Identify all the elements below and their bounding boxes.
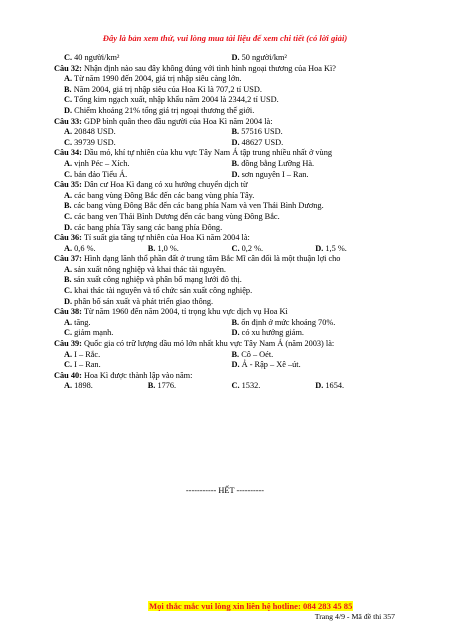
page-number: Trang 4/9 - Mã đề thi 357 bbox=[314, 612, 395, 621]
option-a: A. Từ năm 1990 đến 2004, giá trị nhập siêu càng lớn. bbox=[64, 74, 242, 84]
option-c: C. 40 người/km² bbox=[64, 53, 120, 62]
preview-banner: Đây là bản xem thử, vui lòng mua tài liệu để xem chi tiết (có lời giải) bbox=[102, 33, 348, 43]
option-b: B. sản xuất công nghiệp và phân bố mạng lưới đô thị. bbox=[64, 275, 242, 285]
hotline-footer: Mọi thắc mắc vui lòng xin liên hệ hotline: 084 283 45 85 bbox=[149, 601, 353, 611]
option-c: C. 1532. bbox=[231, 381, 261, 391]
option-c: C. bán đảo Tiểu Á. bbox=[64, 169, 128, 179]
question-list bbox=[54, 53, 399, 392]
option-a: A. I – Rắc. bbox=[64, 349, 101, 359]
option-d: D. 1654. bbox=[315, 381, 345, 391]
option-a: A. 0,6 %. bbox=[64, 243, 96, 253]
option-c: C. khai thác tài nguyên và tổ chức sản xuất công nghiệp. bbox=[64, 286, 253, 296]
option-b: B. 1,0 %. bbox=[147, 243, 179, 253]
option-d: D. 48627 USD. bbox=[231, 137, 284, 147]
question-40: Câu 40: Hoa Kì được thành lập vào năm: A. 1898. B. 1776. C. 1532. D. 1654. bbox=[54, 371, 399, 392]
option-c: C. 0,2 %. bbox=[231, 243, 264, 253]
question-36: Câu 36: Tỉ suất gia tăng tự nhiên của Hoa Kì năm 2004 là: A. 0,6 %. B. 1,0 %. C. 0,2 %. D. 1,5 %. bbox=[54, 233, 399, 254]
option-c: C. các bang ven Thái Bình Dương đến các bang vùng Đông Bắc. bbox=[64, 211, 280, 221]
question-33: Câu 33: GDP bình quân theo đầu người của Hoa Kì năm 2004 là: A. 20848 USD. B. 57516 USD. C. 39739 USD. D. 48627 USD. bbox=[54, 117, 399, 149]
option-d: D. có xu hướng giảm. bbox=[231, 328, 305, 338]
option-b: B. Cô – Oét. bbox=[231, 349, 274, 359]
option-a: A. vịnh Péc – Xích. bbox=[64, 158, 130, 168]
option-d: D. 1,5 %. bbox=[315, 243, 347, 253]
question-34: Câu 34: Dầu mỏ, khí tự nhiên của khu vực Tây Nam Á tập trung nhiều nhất ở vùng A. vịnh Péc – Xích. B. đồng bằng Lưỡng Hà. C. bán đảo Tiểu Á. D. sơn nguyên I – Ran. bbox=[54, 148, 399, 180]
option-c: C. Tổng kim ngạch xuất, nhập khẩu năm 2004 là 2344,2 tỉ USD. bbox=[64, 95, 279, 105]
option-b: B. các bang vùng Đông Bắc đến các bang phía Nam và ven Thái Bình Dương. bbox=[64, 201, 324, 211]
question-37: Câu 37: Hình dạng lãnh thổ phần đất ở trung tâm Bắc Mĩ cân đối là một thuận lợi cho A. sản xuất nông nghiệp và khai thác tài nguyên. B. sản xuất công nghiệp và phân bố mạng lưới đô thị. C. khai thác tài nguyên và tổ chức sản xuất công nghiệp. D. phân bố sản xuất và phát triển giao thông. bbox=[54, 254, 399, 307]
options-prev-question bbox=[54, 53, 399, 64]
option-c: C. 39739 USD. bbox=[64, 137, 116, 147]
option-a: A. 1898. bbox=[64, 381, 93, 391]
option-a: A. sản xuất nông nghiệp và khai thác tài nguyên. bbox=[64, 264, 226, 274]
option-d: D. Ả - Rập – Xê –út. bbox=[231, 360, 301, 370]
option-d: D. 50 người/km² bbox=[231, 53, 287, 62]
question-39: Câu 39: Quốc gia có trữ lượng dầu mỏ lớn nhất khu vực Tây Nam Á (năm 2003) là: A. I – Rắc. B. Cô – Oét. C. I – Ran. D. Ả - Rập – Xê –út. bbox=[54, 339, 399, 371]
option-b: B. đồng bằng Lưỡng Hà. bbox=[231, 158, 315, 168]
option-b: B. Năm 2004, giá trị nhập siêu của Hoa Kì là 707,2 tỉ USD. bbox=[64, 84, 262, 94]
option-d: D. phân bố sản xuất và phát triển giao thông. bbox=[64, 296, 214, 306]
option-b: B. 1776. bbox=[147, 381, 177, 391]
question-35: Câu 35: Dân cư Hoa Kì đang có xu hướng chuyển dịch từ A. các bang vùng Đông Bắc đến các bang vùng phía Tây. B. các bang vùng Đông Bắc đến các bang phía Nam và ven Thái Bình Dương. C. các bang ven Thái Bình Dương đến các bang vùng Đông Bắc. D. các bang phía Tây sang các bang phía Đông. bbox=[54, 180, 399, 233]
option-c: C. giảm mạnh. bbox=[64, 328, 114, 338]
option-d: D. các bang phía Tây sang các bang phía Đông. bbox=[64, 222, 223, 232]
option-b: B. 57516 USD. bbox=[231, 127, 283, 137]
question-32: Câu 32: Nhận định nào sau đây không đúng với tình hình ngoại thương của Hoa Kì? A. Từ năm 1990 đến 2004, giá trị nhập siêu càng lớn. B. Năm 2004, giá trị nhập siêu của Hoa Kì là 707,2 tỉ USD. C. Tổng kim ngạch xuất, nhập khẩu năm 2004 là 2344,2 tỉ USD. D. Chiếm khoảng 21% tổng giá trị ngoại thương thế giới. bbox=[54, 64, 399, 117]
option-a: A. tăng. bbox=[64, 317, 91, 327]
option-a: A. 20848 USD. bbox=[64, 127, 116, 137]
option-d: D. Chiếm khoảng 21% tổng giá trị ngoại thương thế giới. bbox=[64, 105, 255, 115]
end-marker: ----------- HẾT ---------- bbox=[185, 486, 265, 495]
option-b: B. ổn định ở mức khoảng 70%. bbox=[231, 317, 336, 327]
option-d: D. sơn nguyên I – Ran. bbox=[231, 169, 309, 179]
option-a: A. các bang vùng Đông Bắc đến các bang vùng phía Tây. bbox=[64, 190, 255, 200]
question-38: Câu 38: Từ năm 1960 đến năm 2004, tỉ trọng khu vực dịch vụ Hoa Kì A. tăng. B. ổn định ở mức khoảng 70%. C. giảm mạnh. D. có xu hướng giảm. bbox=[54, 307, 399, 339]
option-c: C. I – Ran. bbox=[64, 360, 101, 370]
